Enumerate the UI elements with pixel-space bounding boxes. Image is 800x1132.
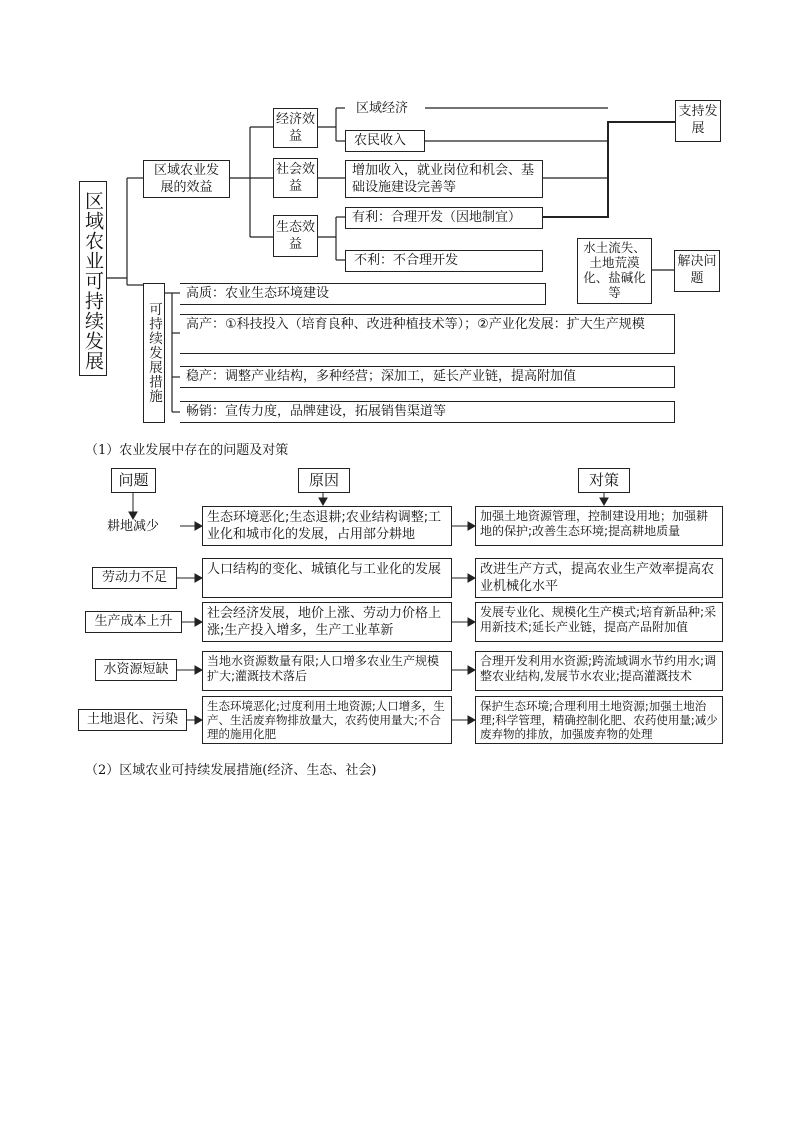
- problem-box: [85, 611, 182, 633]
- problem-label: 耕地减少: [107, 519, 160, 534]
- section1-title: （1）农业发展中存在的问题及对策: [85, 443, 289, 458]
- solve-node: [674, 250, 720, 292]
- measure-text: 高质：农业生态环境建设: [186, 286, 330, 301]
- measure-text: 发展专业化、规模化生产模式;培育新品种;采用新技术;延长产业链，提高产品附加值: [480, 605, 717, 634]
- measure-item: [180, 401, 675, 423]
- social-detail-label: 增加收入，就业岗位和机会、基础设施建设完善等: [352, 163, 535, 195]
- social-label: 社会效益: [275, 162, 315, 194]
- header-problem: [111, 468, 156, 493]
- benefits-label: 区域农业发展的效益: [153, 163, 219, 195]
- econ-label: 经济效益: [275, 112, 315, 144]
- measure-item: [180, 366, 675, 388]
- header-measure: [578, 468, 630, 493]
- measure-item: [180, 283, 546, 305]
- measure-box: [475, 651, 723, 691]
- header-problem-label: 问题: [118, 471, 149, 489]
- eco-bad-node: [345, 250, 543, 272]
- regional-econ-label: 区域经济: [356, 101, 409, 116]
- measure-item: [180, 314, 675, 354]
- eco-good-node: [345, 207, 543, 229]
- measures-node: [143, 283, 165, 423]
- cause-box: [202, 558, 452, 598]
- farmer-income-label: 农民收入: [354, 133, 407, 148]
- problems-node: [577, 238, 652, 304]
- measure-text: 改进生产方式，提高农业生产效率提高农业机械化水平: [480, 562, 715, 594]
- measures-label: 可持续发展措施: [146, 302, 162, 404]
- econ-node: [273, 108, 318, 148]
- cause-box: [202, 506, 452, 546]
- measure-box: [475, 696, 723, 744]
- measure-text: 保护生态环境;合理利用土地资源;加强土地治理;科学管理，精确控制化肥、农药使用量;减少废弃物的排放，加强废弃物的处理: [480, 699, 718, 741]
- header-cause: [298, 468, 350, 493]
- problem-box: [78, 709, 187, 731]
- section2-title: （2）区域农业可持续发展措施(经济、生态、社会): [85, 763, 377, 778]
- problem-box: [95, 659, 177, 681]
- cause-text: 生态环境恶化;过度利用土地资源;人口增多，生产、生活废弃物排放量大，农药使用量大;不合理的施用化肥: [207, 699, 445, 741]
- support-label: 支持发展: [678, 104, 718, 136]
- measure-text: 合理开发利用水资源;跨流域调水节约用水;调整农业结构,发展节水农业;提高灌溉技术: [480, 654, 717, 683]
- cause-box: [202, 602, 452, 642]
- measure-text: 畅销：宣传力度，品牌建设，拓展销售渠道等: [186, 404, 447, 419]
- cause-text: 社会经济发展，地价上涨、劳动力价格上涨;生产投入增多，生产工业革新: [207, 606, 442, 638]
- problems-label: 水土流失、土地荒漠化、盐碱化等: [583, 240, 646, 300]
- farmer-income-node: [345, 130, 425, 152]
- cause-box: [202, 696, 452, 744]
- solve-label: 解决问题: [677, 254, 717, 286]
- root-node: [79, 181, 107, 376]
- root-label: 区域农业可持续发展: [82, 190, 104, 371]
- measure-text: 稳产：调整产业结构，多种经营；深加工，延长产业链，提高附加值: [186, 369, 577, 384]
- problem-label: 水资源短缺: [103, 662, 169, 677]
- measure-box: [475, 558, 723, 598]
- header-measure-label: 对策: [588, 471, 619, 489]
- cause-text: 人口结构的变化、城镇化与工业化的发展: [207, 562, 442, 577]
- cause-text: 当地水资源数量有限;人口增多农业生产规模扩大;灌溉技术落后: [207, 654, 440, 683]
- support-node: [675, 100, 721, 142]
- benefits-node: [143, 160, 230, 198]
- eco-node: [273, 215, 318, 257]
- problem-label: 土地退化、污染: [86, 712, 178, 727]
- problem-label: 劳动力不足: [101, 570, 167, 585]
- social-detail-node: [345, 160, 543, 198]
- eco-label: 生态效益: [275, 220, 315, 252]
- cause-box: [202, 651, 452, 691]
- problem-label: 生产成本上升: [94, 614, 173, 629]
- measure-box: [475, 602, 723, 642]
- eco-bad-label: 不利：不合理开发: [354, 253, 459, 268]
- problem-box: [92, 567, 177, 589]
- measure-text: 加强土地资源管理，控制建设用地；加强耕地的保护;改善生态环境;提高耕地质量: [480, 509, 709, 538]
- measure-text: 高产：①科技投入（培育良种、改进种植技术等）；②产业化发展：扩大生产规模: [186, 317, 645, 332]
- measure-box: [475, 506, 723, 546]
- social-node: [273, 158, 318, 198]
- cause-text: 生态环境恶化;生态退耕;农业结构调整;工业化和城市化的发展，占用部分耕地: [207, 510, 442, 542]
- header-cause-label: 原因: [308, 471, 339, 489]
- eco-good-label: 有利：合理开发（因地制宜）: [352, 210, 522, 225]
